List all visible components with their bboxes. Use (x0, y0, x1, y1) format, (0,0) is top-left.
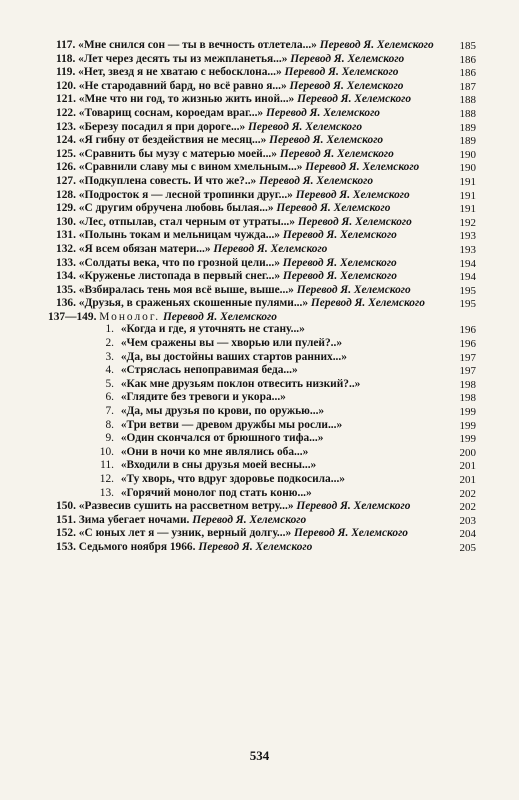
translator-credit: Перевод Я. Хелемского (297, 215, 412, 228)
entry-number: 8. (105, 418, 114, 431)
entry-number: 119. (56, 66, 76, 79)
translator-credit: Перевод Я. Хелемского (294, 527, 408, 540)
monolog-subentry (56, 447, 476, 459)
poem-title: «Три ветви — древом дружбы мы росли...» (120, 418, 343, 431)
entry-number: 11. (100, 459, 114, 472)
page-ref: 197 (459, 351, 476, 364)
page-ref: 205 (459, 541, 476, 554)
toc-entry (56, 40, 476, 52)
toc-entry (56, 244, 476, 256)
page-ref: 191 (459, 203, 476, 216)
poem-title: «Солдаты века, что по грозной цели...» (78, 256, 280, 269)
page-ref: 189 (459, 121, 476, 134)
entry-number: 3. (105, 350, 114, 363)
page-ref: 202 (459, 487, 476, 500)
entry-number: 133. (56, 256, 76, 269)
toc-entry (56, 230, 476, 242)
page-ref: 199 (459, 406, 476, 419)
page-ref: 186 (459, 67, 476, 80)
translator-credit: Перевод Я. Хелемского (284, 66, 399, 79)
page-ref: 198 (459, 378, 476, 391)
translator-credit: Перевод Я. Хелемского (296, 500, 411, 513)
entry-number: 126. (56, 161, 76, 174)
poem-title: «С другим обручена любовь былая...» (78, 202, 274, 215)
entry-number: 4. (105, 364, 114, 377)
toc-entry (56, 81, 476, 93)
toc-entry (56, 67, 476, 79)
entry-number: 153. (56, 540, 76, 553)
entry-number: 12. (99, 473, 114, 485)
poem-title: «Лет через десять ты из межпланетья...» (78, 52, 288, 65)
poem-title: «Когда и где, я уточнять не стану...» (120, 323, 305, 336)
toc-entry (56, 515, 476, 527)
page-ref: 189 (459, 135, 476, 148)
translator-credit: Перевод Я. Хелемского (297, 93, 412, 106)
monolog-subentry (56, 379, 476, 391)
page-number: 534 (249, 748, 270, 763)
poem-title: «Входили в сны друзья моей весны...» (120, 459, 317, 472)
page-ref: 196 (459, 338, 476, 351)
translator-credit: Перевод Я. Хелемского (310, 297, 425, 310)
page-ref: 193 (459, 230, 476, 243)
translator-credit: Перевод Я. Хелемского (192, 513, 307, 526)
entry-number: 10. (99, 445, 114, 458)
poem-title: «Мне что ни год, то жизнью жить иной...» (78, 93, 295, 106)
monolog-subentry (56, 460, 476, 472)
poem-title: «Да, вы достойны ваших стартов ранних...» (120, 350, 347, 363)
translator-credit: Перевод Я. Хелемского (296, 283, 411, 296)
entry-number: 129. (56, 202, 76, 215)
monolog-subentry (56, 352, 476, 364)
poem-title: «Я всем обязан матери...» (78, 242, 211, 255)
page-ref: 197 (459, 365, 476, 378)
toc-entry (56, 528, 476, 540)
poem-title: «Сравнили славу мы с вином хмельным...» (78, 161, 303, 174)
page-ref: 204 (459, 528, 476, 541)
translator-credit: Перевод Я. Хелемского (289, 79, 404, 92)
translator-credit: Перевод Я. Хелемского (276, 202, 391, 215)
poem-title: «Мне снился сон — ты в вечность отлетела...» (78, 39, 317, 51)
toc-entry (56, 298, 476, 310)
poem-title: «Они в ночи ко мне являлись оба...» (120, 445, 309, 458)
section-title: Монолог. (99, 310, 161, 323)
page-ref: 193 (459, 243, 476, 256)
toc-entry (56, 258, 476, 270)
entry-number: 134. (56, 270, 76, 283)
monolog-subentry (56, 406, 476, 418)
translator-credit: Перевод Я. Хелемского (198, 540, 313, 553)
poem-title: «Развесив сушить на рассветном ветру...» (78, 500, 294, 513)
entry-number: 5. (105, 377, 114, 390)
page-ref: 190 (459, 148, 476, 161)
monolog-subentry (56, 392, 476, 404)
poem-title: «Чем сражены вы — хворью или пулей?..» (120, 337, 343, 350)
entry-number: 131. (56, 229, 76, 242)
entry-number: 151. (56, 513, 76, 526)
entry-number: 1. (105, 323, 114, 336)
entry-number: 124. (56, 134, 76, 147)
page-ref: 200 (459, 446, 476, 459)
page-ref: 194 (459, 271, 476, 284)
toc-entry (56, 176, 476, 188)
page-ref: 199 (459, 419, 476, 432)
page-ref: 190 (459, 162, 476, 175)
translator-credit: Перевод Я. Хелемского (266, 106, 380, 119)
translator-credit: Перевод Я. Хелемского (319, 39, 434, 51)
poem-title: «Глядите без тревоги и укора...» (120, 391, 286, 404)
toc-entry (56, 190, 476, 202)
entry-number: 125. (56, 147, 76, 160)
toc-entry (56, 271, 476, 283)
poem-title: «Полынь токам и мельницам чужда...» (78, 229, 281, 242)
entry-number: 120. (56, 79, 76, 92)
page-ref: 201 (459, 474, 476, 486)
entry-number: 9. (105, 432, 114, 445)
entry-number: 121. (56, 93, 76, 106)
page-ref: 185 (459, 40, 476, 52)
page-ref: 198 (459, 392, 476, 405)
page-ref: 203 (459, 514, 476, 527)
entry-number: 6. (105, 391, 114, 404)
poem-title: «Нет, звезд я не хватаю с небосклона...» (78, 66, 282, 79)
poem-title: «Подкуплена совесть. И что же?..» (78, 174, 257, 187)
page-ref: 191 (459, 189, 476, 202)
toc-entry (56, 108, 476, 120)
monolog-subentry (56, 488, 476, 500)
entry-number: 123. (56, 120, 76, 133)
monolog-heading (48, 312, 476, 323)
translator-credit: Перевод Я. Хелемского (279, 147, 394, 160)
entry-number: 13. (99, 486, 114, 499)
entry-number: 152. (56, 527, 76, 540)
translator-credit: Перевод Я. Хелемского (248, 120, 363, 133)
entry-number: 137—149. (48, 310, 97, 323)
poem-title: «Березу посадил я при дороге...» (78, 120, 246, 133)
page-ref: 195 (459, 284, 476, 297)
entry-number: 128. (56, 188, 76, 201)
translator-credit: Перевод Я. Хелемского (162, 310, 277, 323)
poem-title: «Взбиралась тень моя всё выше, выше...» (78, 283, 294, 296)
table-of-contents (48, 39, 476, 556)
toc-entry (56, 203, 476, 215)
entry-number: 117. (56, 39, 76, 51)
toc-entry (56, 54, 476, 66)
poem-title: «С юных лет я — узник, верный долгу...» (78, 527, 292, 540)
monolog-subentry (56, 474, 476, 486)
poem-title: «Стряслась непоправимая беда...» (120, 364, 298, 377)
page-ref: 192 (459, 216, 476, 229)
page-ref: 187 (459, 80, 476, 93)
entry-number: 127. (56, 174, 76, 187)
poem-title: «Друзья, в сраженьях скошенные пулями...» (78, 297, 309, 310)
poem-title: «Как мне друзьям поклон отвесить низкий?..» (120, 377, 361, 390)
monolog-subentry (56, 365, 476, 377)
poem-title: «Круженье листопада в первый снег...» (78, 270, 281, 283)
toc-entry (56, 135, 476, 147)
poem-title: «Один скончался от брюшного тифа...» (120, 432, 324, 445)
entry-number: 118. (56, 52, 76, 65)
page-ref: 199 (459, 433, 476, 446)
monolog-subentry (56, 433, 476, 445)
monolog-subentry (56, 324, 476, 336)
translator-credit: Перевод Я. Хелемского (290, 52, 405, 65)
page-ref: 194 (459, 257, 476, 270)
translator-credit: Перевод Я. Хелемского (305, 161, 420, 174)
toc-entry (56, 122, 476, 134)
translator-credit: Перевод Я. Хелемского (282, 270, 397, 283)
entry-number: 2. (105, 337, 114, 350)
entry-number: 7. (105, 405, 114, 418)
translator-credit: Перевод Я. Хелемского (282, 229, 397, 242)
page-ref: 201 (459, 460, 476, 473)
page-ref: 188 (459, 107, 476, 120)
monolog-subentry (56, 420, 476, 432)
translator-credit: Перевод Я. Хелемского (282, 256, 397, 269)
poem-title: «Не стародавний бард, но всё равно я...» (78, 79, 287, 92)
poem-title: «Я гибну от бездействия не месяц...» (78, 134, 267, 147)
poem-title: Седьмого ноября 1966. (78, 540, 196, 553)
poem-title: «Сравнить бы музу с матерью моей...» (78, 147, 277, 160)
toc-entry (56, 149, 476, 161)
entry-number: 130. (56, 215, 76, 228)
page-ref: 195 (459, 298, 476, 311)
poem-title: «Товарищ соснам, короедам враг...» (78, 106, 264, 119)
toc-entry (56, 217, 476, 229)
poem-title: «Да, мы друзья по крови, по оружью...» (120, 405, 325, 418)
poem-title: Зима убегает ночами. (78, 513, 190, 526)
toc-entry (56, 94, 476, 106)
page-ref: 196 (459, 324, 476, 337)
page-ref: 202 (459, 501, 476, 514)
translator-credit: Перевод Я. Хелемского (269, 134, 384, 147)
entry-number: 150. (56, 500, 76, 513)
entry-number: 135. (56, 283, 76, 296)
page-ref: 186 (459, 53, 476, 66)
translator-credit: Перевод Я. Хелемского (295, 188, 410, 201)
poem-title: «Ту хворь, что вдруг здоровье подкосила...» (120, 473, 345, 485)
page-ref: 188 (459, 94, 476, 107)
toc-entry (56, 542, 476, 554)
page-ref: 191 (459, 175, 476, 188)
toc-entry (56, 162, 476, 174)
translator-credit: Перевод Я. Хелемского (259, 174, 374, 187)
toc-entry (56, 285, 476, 297)
translator-credit: Перевод Я. Хелемского (213, 242, 328, 255)
entry-number: 132. (56, 242, 76, 255)
entry-number: 122. (56, 106, 76, 119)
poem-title: «Лес, отпылав, стал черным от утраты...» (78, 215, 295, 228)
entry-number: 136. (56, 297, 76, 310)
poem-title: «Горячий монолог под стать коню...» (120, 486, 312, 499)
monolog-subentry (56, 338, 476, 350)
poem-title: «Подросток я — лесной тропинки друг...» (78, 188, 293, 201)
toc-entry (56, 501, 476, 513)
